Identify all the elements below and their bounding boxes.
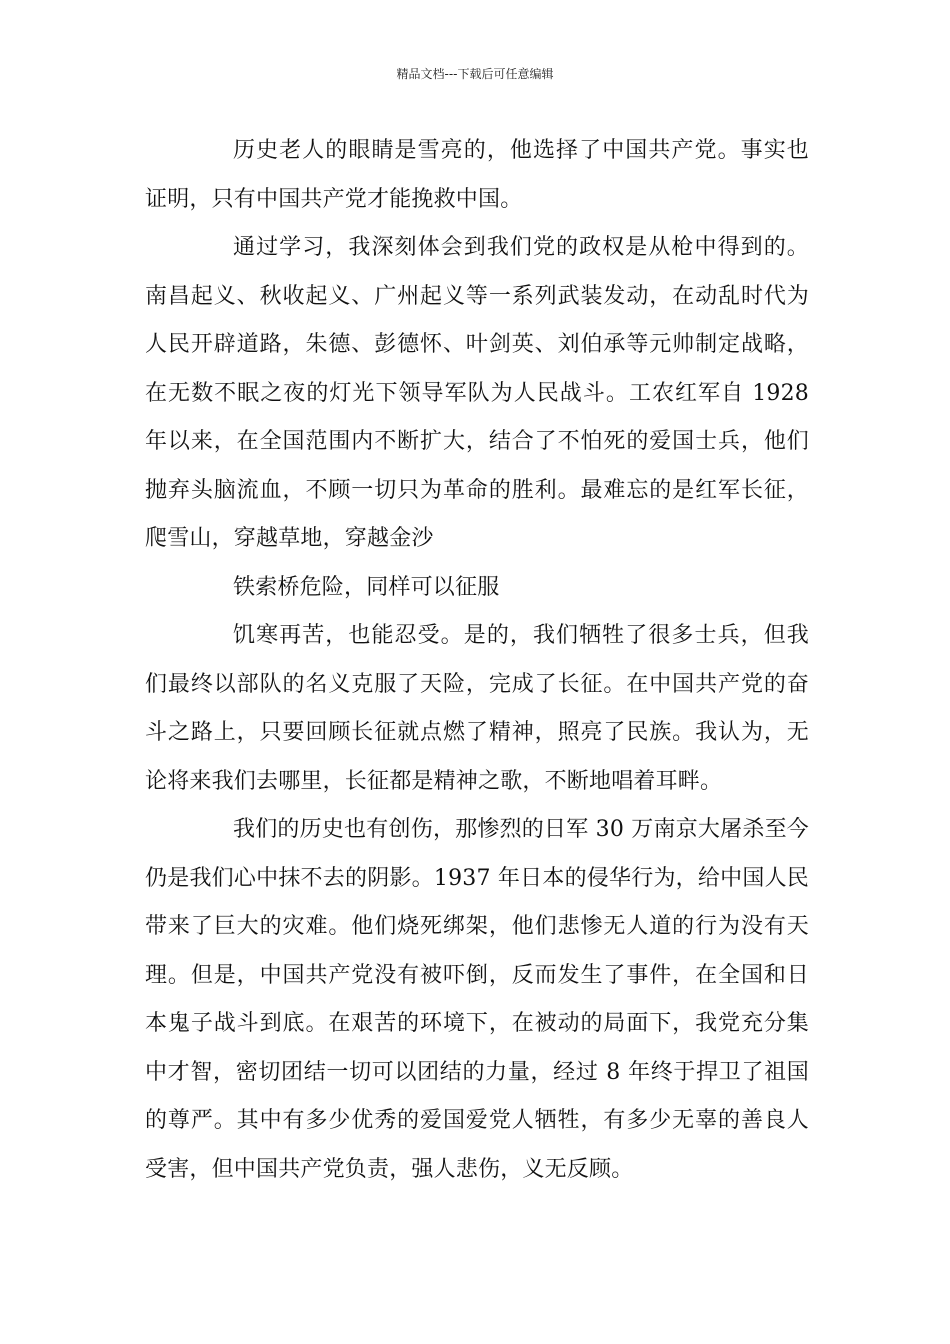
paragraph-1: 历史老人的眼睛是雪亮的，他选择了中国共产党。事实也证明，只有中国共产党才能挽救中国。 bbox=[145, 138, 809, 212]
document-body bbox=[145, 127, 809, 1194]
page-header: 精品文档---下载后可任意编辑 bbox=[396, 67, 554, 81]
paragraph-4: 饥寒再苦，也能忍受。是的，我们牺牲了很多士兵，但我们最终以部队的名义克服了天险，完成了长征。在中国共产党的奋斗之路上，只要回顾长征就点燃了精神，照亮了民族。我认为，无论将来我们去哪里，长征都是精神之歌，不断地唱着耳畔。 bbox=[145, 623, 809, 794]
paragraph-2: 通过学习，我深刻体会到我们党的政权是从枪中得到的。南昌起义、秋收起义、广州起义等一系列武装发动，在动乱时代为人民开辟道路，朱德、彭德怀、叶剑英、刘伯承等元帅制定战略，在无数不眠之夜的灯光下领导军队为人民战斗。工农红军自 1928 年以来，在全国范围内不断扩大，结合了不怕死的爱国士兵，他们抛弃头脑流血，不顾一切只为革命的胜利。最难忘的是红军长征，爬雪山，穿越草地，穿越金沙 bbox=[145, 235, 809, 551]
paragraph-5: 我们的历史也有创伤，那惨烈的日军 30 万南京大屠杀至今仍是我们心中抹不去的阴影。1937 年日本的侵华行为，给中国人民带来了巨大的灾难。他们烧死绑架，他们悲惨无人道的行为没有天理。但是，中国共产党没有被吓倒，反而发生了事件，在全国和日本鬼子战斗到底。在艰苦的环境下，在被动的局面下，我党充分集中才智，密切团结一切可以团结的力量，经过 8 年终于捍卫了祖国的尊严。其中有多少优秀的爱国爱党人牺牲，有多少无辜的善良人受害，但中国共产党负责，强人悲伤，义无反顾。 bbox=[145, 817, 809, 1182]
paragraph-3: 铁索桥危险，同样可以征服 bbox=[233, 574, 500, 600]
